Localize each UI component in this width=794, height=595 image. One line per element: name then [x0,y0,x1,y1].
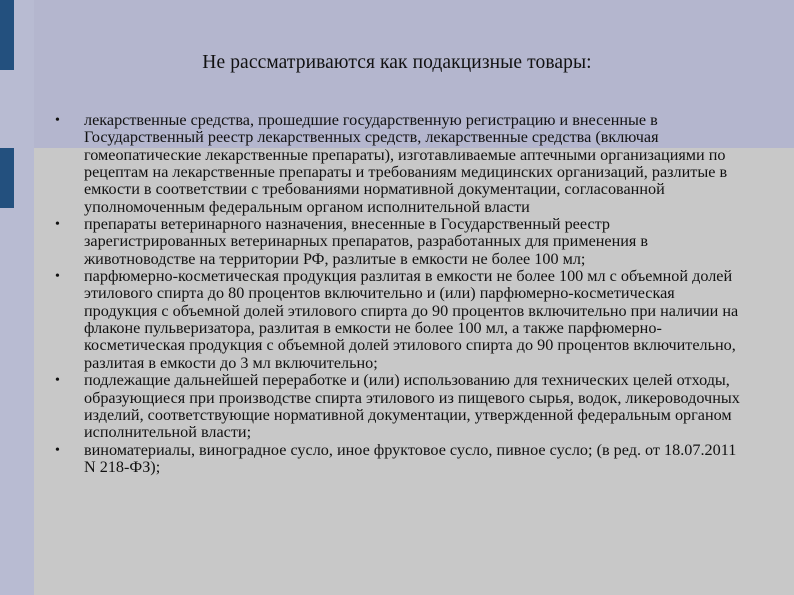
bullet-dot-icon: • [55,113,60,128]
bullet-list [50,112,750,476]
accent-bar-middle [0,148,14,208]
bullet-item-wine-materials [50,442,750,477]
bullet-dot-icon: • [55,217,60,233]
bullet-dot-icon: • [55,442,60,458]
bullet-text: лекарственные средства, прошедшие государственную регистрацию и внесенные в Государственный реестр лекарственных средств, лекарственные средства (включая гомеопатические лекарственные препараты), изготавливаемые аптечными организациями по рецептам на лекарственные препараты и требованиям медицинских организаций, разлитые в емкости в соответствии с требованиями нормативной документации, согласованной уполномоченным федеральным органом исполнительной власти [84,111,728,216]
bullet-dot-icon: • [55,269,60,285]
bullet-dot-icon: • [55,373,60,389]
bullet-text: препараты ветеринарного назначения, внесенные в Государственный реестр зарегистрированных ветеринарных препаратов, разработанных для применения в животноводстве на территории РФ, разлитые в емкости не более 100 мл; [84,215,649,268]
bullet-text: подлежащие дальнейшей переработке и (или) использованию для технических целей отходы, образующиеся при производстве спирта этилового из пищевого сырья, водок, ликероводочных изделий, соответствующие нормативной документации, утвержденной федеральным органом исполнительной власти; [84,371,740,442]
left-strip [0,0,34,595]
bullet-item-waste [50,372,750,441]
bullet-item-cosmetics [50,268,750,372]
bullet-text: парфюмерно-косметическая продукция разлитая в емкости не более 100 мл с объемной долей этилового спирта до 80 процентов включительно и (или) парфюмерно-косметическая продукция с объемной долей этилового спирта до 90 процентов включительно при наличии на флаконе пульверизатора, разлитая в емкости не более 100 мл, а также парфюмерно-косметическая продукция с объемной долей этилового спирта до 90 процентов включительно, разлитая в емкости до 3 мл включительно; [84,267,739,372]
slide-title: Не рассматриваются как подакцизные товары: [202,52,592,73]
bullet-text: виноматериалы, виноградное сусло, иное фруктовое сусло, пивное сусло; (в ред. от 18.07.2011 N 218-ФЗ); [84,440,737,476]
bullet-item-medicines [50,112,750,216]
bullet-item-veterinary [50,216,750,268]
slide-content [50,112,750,476]
